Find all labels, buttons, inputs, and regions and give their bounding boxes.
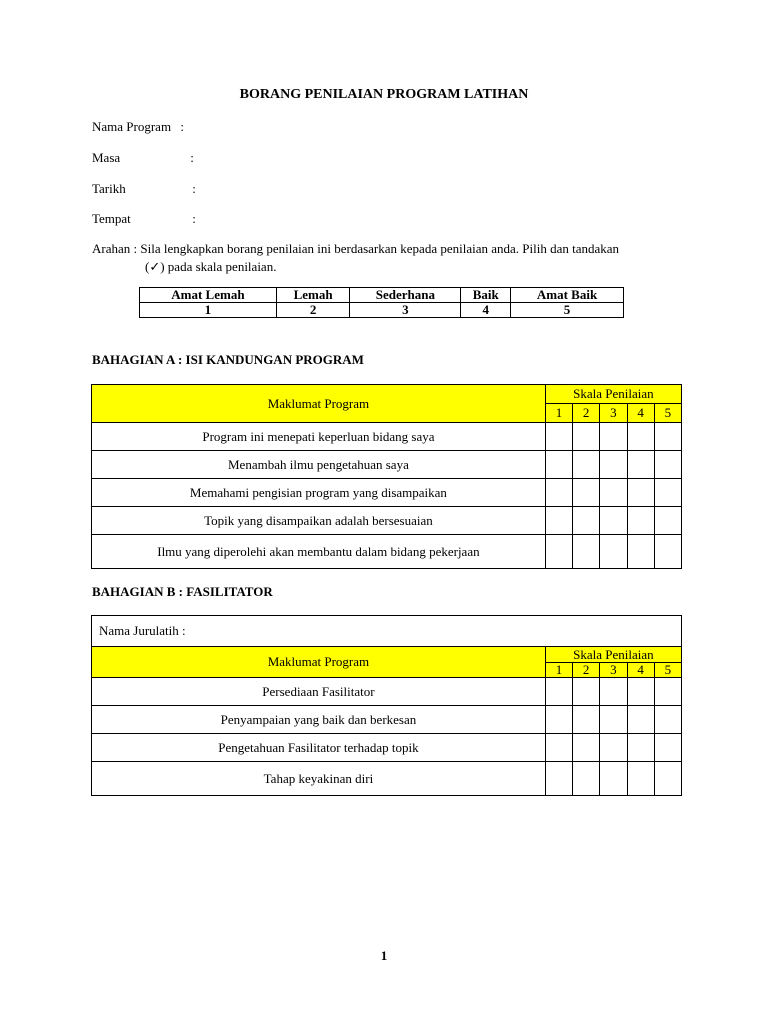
rating-box-5[interactable] [654,762,681,796]
rating-box-5[interactable] [654,423,681,451]
rating-box-3[interactable] [600,479,627,507]
field-separator: : [180,119,184,134]
item-label: Menambah ilmu pengetahuan saya [92,451,546,479]
field-separator: : [192,211,196,226]
field-tempat [92,211,196,227]
field-label: Tarikh [92,181,126,196]
instructions [92,240,692,276]
rating-box-2[interactable] [573,479,600,507]
rating-box-5[interactable] [654,706,681,734]
item-label: Topik yang disampaikan adalah bersesuaian [92,507,546,535]
scale-col-number: 1 [545,663,572,678]
scale-number: 1 [140,303,277,318]
rating-box-5[interactable] [654,678,681,706]
rating-box-3[interactable] [600,734,627,762]
rating-box-4[interactable] [627,507,654,535]
rating-box-1[interactable] [545,535,572,569]
scale-number: 5 [511,303,624,318]
rating-box-2[interactable] [573,535,600,569]
rating-box-2[interactable] [573,507,600,535]
form-title: BORANG PENILAIAN PROGRAM LATIHAN [239,87,529,102]
table-row [92,678,682,706]
rating-box-2[interactable] [573,734,600,762]
rating-box-4[interactable] [627,706,654,734]
column-header-skala: Skala Penilaian [545,647,681,663]
scale-col-number: 1 [545,404,572,423]
rating-box-1[interactable] [545,762,572,796]
scale-col-number: 3 [600,663,627,678]
field-tarikh [92,181,196,197]
column-header-maklumat: Maklumat Program [92,385,546,423]
rating-box-1[interactable] [545,451,572,479]
table-row [92,423,682,451]
rating-box-3[interactable] [600,678,627,706]
scale-col-number: 5 [654,404,681,423]
item-label: Ilmu yang diperolehi akan membantu dalam bidang pekerjaan [92,535,546,569]
rating-box-4[interactable] [627,535,654,569]
field-label: Tempat [92,211,131,226]
scale-label: Amat Lemah [140,288,277,303]
rating-box-1[interactable] [545,678,572,706]
item-label: Program ini menepati keperluan bidang saya [92,423,546,451]
rating-box-4[interactable] [627,734,654,762]
rating-box-4[interactable] [627,479,654,507]
rating-box-1[interactable] [545,507,572,535]
rating-box-5[interactable] [654,734,681,762]
rating-box-1[interactable] [545,734,572,762]
table-row [92,479,682,507]
table-row [92,706,682,734]
table-row [92,734,682,762]
rating-box-5[interactable] [654,479,681,507]
scale-number: 2 [276,303,350,318]
scale-col-number: 5 [654,663,681,678]
rating-box-5[interactable] [654,507,681,535]
rating-box-2[interactable] [573,451,600,479]
rating-box-4[interactable] [627,451,654,479]
item-label: Tahap keyakinan diri [92,762,546,796]
rating-box-3[interactable] [600,507,627,535]
item-label: Penyampaian yang baik dan berkesan [92,706,546,734]
table-row [92,535,682,569]
rating-box-2[interactable] [573,706,600,734]
rating-box-4[interactable] [627,678,654,706]
section-a-heading: BAHAGIAN A : ISI KANDUNGAN PROGRAM [92,352,364,367]
rating-box-4[interactable] [627,762,654,796]
rating-scale-legend [139,287,624,318]
rating-box-1[interactable] [545,479,572,507]
rating-box-2[interactable] [573,678,600,706]
field-separator: : [192,181,196,196]
instructions-line-2: (✓) pada skala penilaian. [145,259,277,274]
scale-label: Sederhana [350,288,461,303]
table-row [92,762,682,796]
scale-col-number: 3 [600,404,627,423]
rating-box-3[interactable] [600,706,627,734]
section-b-heading: BAHAGIAN B : FASILITATOR [92,584,273,599]
column-header-skala: Skala Penilaian [545,385,681,404]
rating-box-3[interactable] [600,423,627,451]
scale-number: 3 [350,303,461,318]
rating-box-5[interactable] [654,451,681,479]
trainer-name-field[interactable]: Nama Jurulatih : [92,616,682,647]
rating-box-2[interactable] [573,423,600,451]
column-header-maklumat: Maklumat Program [92,647,546,678]
scale-label: Lemah [276,288,350,303]
rating-box-2[interactable] [573,762,600,796]
rating-box-1[interactable] [545,423,572,451]
scale-col-number: 2 [573,404,600,423]
field-masa [92,150,194,166]
field-label: Nama Program [92,119,172,134]
item-label: Pengetahuan Fasilitator terhadap topik [92,734,546,762]
rating-box-3[interactable] [600,762,627,796]
rating-box-4[interactable] [627,423,654,451]
page-number: 1 [380,948,388,963]
rating-box-5[interactable] [654,535,681,569]
rating-box-1[interactable] [545,706,572,734]
table-row [92,451,682,479]
rating-box-3[interactable] [600,535,627,569]
scale-col-number: 2 [573,663,600,678]
rating-box-3[interactable] [600,451,627,479]
field-label: Masa [92,150,121,165]
section-b-table [91,615,682,796]
scale-label: Amat Baik [511,288,624,303]
scale-label: Baik [461,288,511,303]
table-row [92,507,682,535]
item-label: Memahami pengisian program yang disampaikan [92,479,546,507]
scale-number: 4 [461,303,511,318]
field-separator: : [190,150,194,165]
instructions-line-1: Arahan : Sila lengkapkan borang penilaian ini berdasarkan kepada penilaian anda. Pilih dan tandakan [92,241,620,256]
scale-col-number: 4 [627,404,654,423]
section-a-table [91,384,682,569]
field-nama-program [92,119,184,135]
item-label: Persediaan Fasilitator [92,678,546,706]
scale-col-number: 4 [627,663,654,678]
